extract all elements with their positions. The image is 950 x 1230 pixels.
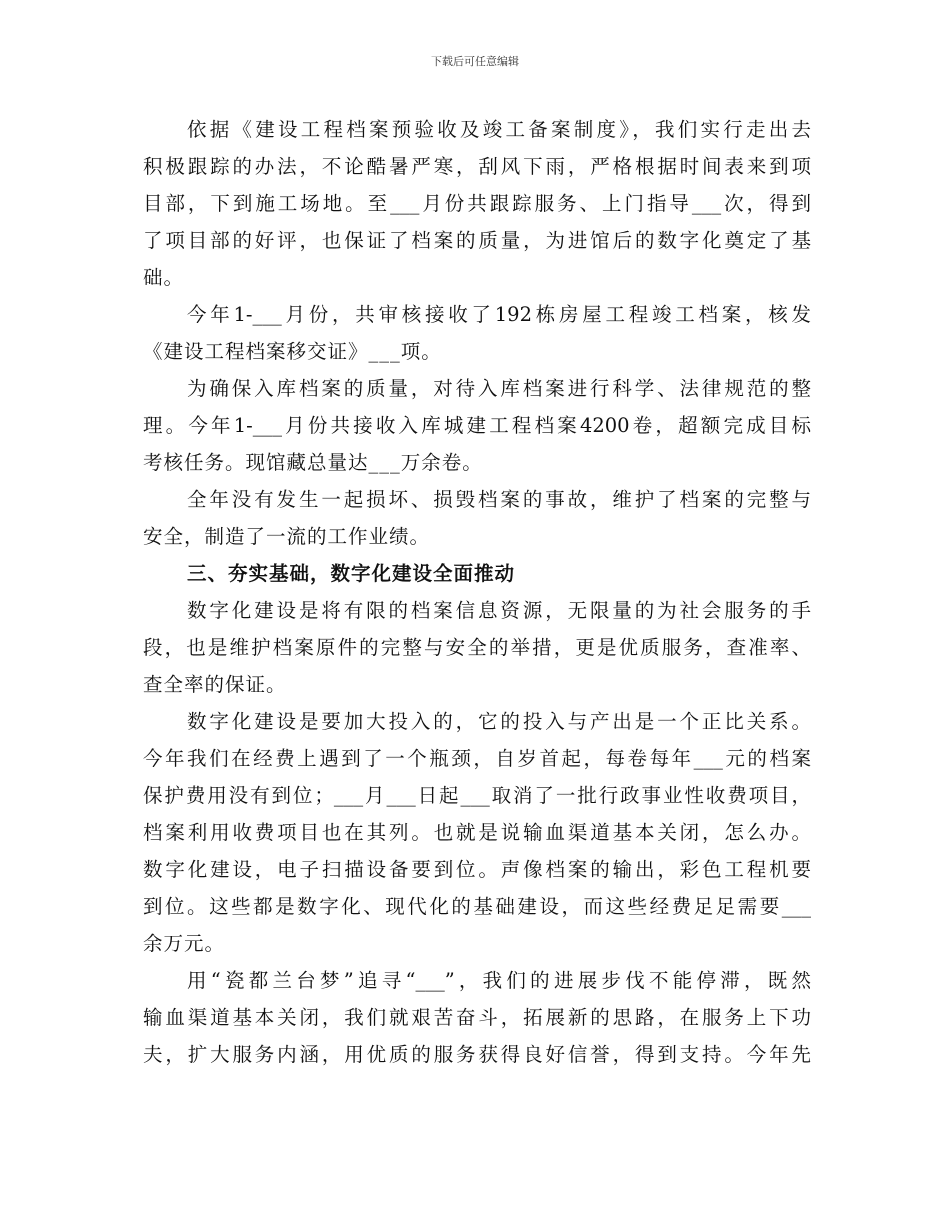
body-line: 目部，下到施工场地。至___月份共跟踪服务、上门指导___次，得到 — [143, 192, 811, 215]
body-line: 数字化建设是要加大投入的，它的投入与产出是一个正比关系。 — [187, 710, 811, 733]
body-line: 段，也是维护档案原件的完整与安全的举措，更是优质服务，查准率、 — [143, 636, 811, 659]
body-line: 《建设工程档案移交证》___项。 — [143, 340, 442, 363]
body-line: 全年没有发生一起损坏、损毁档案的事故，维护了档案的完整与 — [187, 488, 811, 511]
document-body — [143, 111, 811, 1073]
body-line: 查全率的保证。 — [143, 673, 287, 696]
body-line: 了项目部的好评，也保证了档案的质量，为进馆后的数字化奠定了基 — [143, 229, 811, 252]
body-line: 安全，制造了一流的工作业绩。 — [143, 525, 431, 548]
body-line: 到位。这些都是数字化、现代化的基础建设，而这些经费足足需要___ — [143, 895, 811, 918]
section-heading: 三、夯实基础，数字化建设全面推动 — [187, 562, 516, 585]
body-line: 数字化建设是将有限的档案信息资源，无限量的为社会服务的手 — [187, 599, 811, 622]
body-line: 保护费用没有到位；___月___日起___取消了一批行政事业性收费项目， — [143, 784, 811, 807]
body-line: 夫，扩大服务内涵，用优质的服务获得良好信誉，得到支持。今年先 — [143, 1043, 811, 1066]
body-line: 今年我们在经费上遇到了一个瓶颈，自岁首起，每卷每年___元的档案 — [143, 747, 811, 770]
body-line: 依据《建设工程档案预验收及竣工备案制度》，我们实行走出去 — [187, 118, 811, 141]
body-line: 数字化建设，电子扫描设备要到位。声像档案的输出，彩色工程机要 — [143, 858, 811, 881]
body-line: 考核任务。现馆藏总量达___万余卷。 — [143, 451, 483, 474]
body-line: 为确保入库档案的质量，对待入库档案进行科学、法律规范的整 — [187, 377, 811, 400]
body-line: 理。今年1-___月份共接收入库城建工程档案4200卷，超额完成目标 — [143, 414, 811, 437]
body-line: 输血渠道基本关闭，我们就艰苦奋斗，拓展新的思路，在服务上下功 — [143, 1006, 811, 1029]
body-line: 档案利用收费项目也在其列。也就是说输血渠道基本关闭，怎么办。 — [143, 821, 811, 844]
body-line: 积极跟踪的办法，不论酷暑严寒，刮风下雨，严格根据时间表来到项 — [143, 155, 811, 178]
body-line: 今年1-___月份，共审核接收了192栋房屋工程竣工档案，核发 — [187, 303, 811, 326]
body-line: 础。 — [143, 266, 185, 289]
body-line: 用“瓷都兰台梦”追寻“___”，我们的进展步伐不能停滞，既然 — [187, 969, 811, 992]
body-line: 余万元。 — [143, 932, 226, 955]
page-header: 下载后可任意编辑 — [431, 55, 519, 68]
